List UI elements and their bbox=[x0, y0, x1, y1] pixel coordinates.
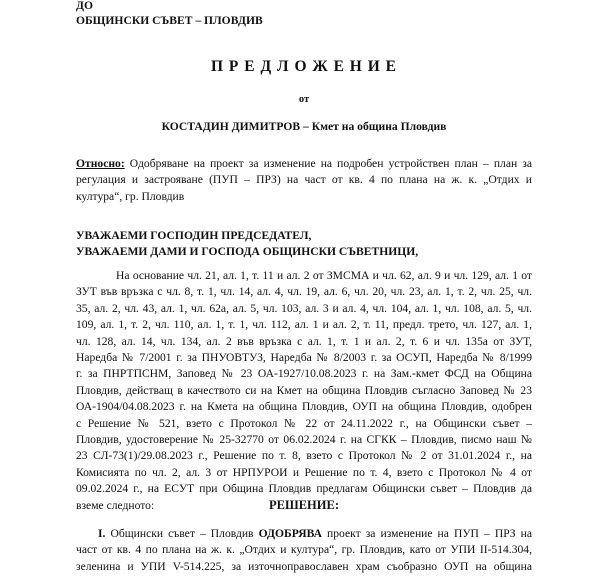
body-line-3: 35, ал. 2, чл. 43, ал. 1, чл. 62а, ал. 5, чл. 103, ал. 3 и ал. 4, чл. 104, ал. 1, чл. 108, ал. 5, чл. bbox=[76, 301, 532, 315]
subject-paragraph bbox=[76, 156, 532, 205]
document-title: П Р Е Д Л О Ж Е Н И Е bbox=[211, 58, 397, 75]
body-line-1: На основание чл. 21, ал. 1, т. 11 и ал. 2 от ЗМСМА и чл. 62, ал. 9 и чл. 129, ал. 1 от bbox=[116, 269, 532, 282]
body-line-15: вземе следното: bbox=[76, 498, 155, 512]
from-label: от bbox=[298, 94, 310, 105]
decision-line-1b: проект за изменение на ПУП – ПРЗ на bbox=[321, 527, 533, 540]
body-line-10: с Решение № 521, взето с Протокол № 22 от 24.11.2022 г., на Общински съвет – bbox=[76, 416, 532, 430]
subject-label: Относно: bbox=[76, 157, 125, 170]
body-line-8: Пловдив, действащ в качеството си на Кмет на община Пловдив съгласно Заповед № 23 bbox=[76, 383, 532, 397]
body-line-6: Наредба № 7/2001 г. за ПНУОВТУЗ, Наредба № 8/2003 г. за ОСУП, Наредба № 8/1999 bbox=[76, 351, 532, 365]
body-line-14: 09.02.2024 г., на ЕСУТ при Община Пловдив предлагам Общински съвет – Пловдив да bbox=[76, 482, 532, 496]
addressee-to: ДО bbox=[76, 0, 93, 12]
body-line-12: 23 СЛ-73(1)/29.08.2023 г., Решение по т. 8, взето с Протокол № 2 от 31.01.2024 г., на bbox=[76, 449, 532, 463]
greeting-line-2: УВАЖАЕМИ ДАМИ И ГОСПОДА ОБЩИНСКИ СЪВЕТНИЦИ, bbox=[76, 245, 419, 258]
decision-approves: ОДОБРЯВА bbox=[258, 527, 322, 540]
decision-number: I. bbox=[98, 527, 106, 540]
decision-line-3: зеленина и УПИ V-514.225, за източноправославен храм съобразно ОУП на община bbox=[76, 559, 532, 573]
body-line-2: ЗУТ във връзка с чл. 8, т. 1, чл. 14, ал. 4, чл. 19, ал. 6, чл. 20, чл. 23, ал. 1, т. 2, чл. 25, чл. bbox=[76, 285, 532, 299]
body-line-13: Комисията по чл. 2, ал. 3 от НРПУРОИ и Решение по т. 4, взето с Протокол № 4 от bbox=[76, 465, 532, 479]
author-line: КОСТАДИН ДИМИТРОВ – Кмет на община Пловдив bbox=[161, 120, 447, 133]
body-line-5: чл. 128, ал. 14, чл. 134, ал. 2 във връзка с ал. 1, т. 1 и ал. 2, т. 6 и чл. 135а от ЗУТ, bbox=[76, 334, 532, 348]
subject-line-2: регулация и застрояване (ПУП – ПРЗ) на част от кв. 4 по плана на ж. к. „Отдих и bbox=[76, 173, 532, 187]
decision-line-1a: Общински съвет – Пловдив bbox=[105, 527, 259, 540]
decision-heading: РЕШЕНИЕ: bbox=[269, 498, 339, 512]
body-line-4: 109, ал. 1, т. 2, чл. 110, ал. 1, т. 1, чл. 112, ал. 1 и ал. 2, т. 11, предл. трето, чл. 127, ал. 1, bbox=[76, 318, 532, 332]
addressee-council: ОБЩИНСКИ СЪВЕТ – ПЛОВДИВ bbox=[76, 14, 263, 27]
decision-line-2: част от кв. 4 по плана на ж. к. „Отдих и култура“, гр. Пловдив, като от УПИ II-514.304, bbox=[76, 543, 532, 557]
body-line-11: Пловдив, удостоверение № 25-32770 от 06.02.2024 г. на СГКК – Пловдив, писмо наш № bbox=[76, 433, 532, 447]
decision-paragraph bbox=[76, 526, 532, 575]
body-line-7: г. за ПНРТПСНМ, Заповед № 23 ОА-1927/10.08.2023 г. на Зам.-кмет ФСД на Община bbox=[76, 367, 532, 381]
body-paragraph bbox=[76, 268, 532, 514]
subject-line-3: култура“, гр. Пловдив bbox=[76, 189, 185, 203]
greeting-line-1: УВАЖАЕМИ ГОСПОДИН ПРЕДСЕДАТЕЛ, bbox=[76, 229, 312, 242]
body-line-9: ОА-1904/04.08.2023 г. на Кмета на община Пловдив, ОУП на община Пловдив, одобрен bbox=[76, 400, 532, 414]
subject-line-1: Одобряване на проект за изменение на подробен устройствен план – план за bbox=[124, 157, 532, 170]
